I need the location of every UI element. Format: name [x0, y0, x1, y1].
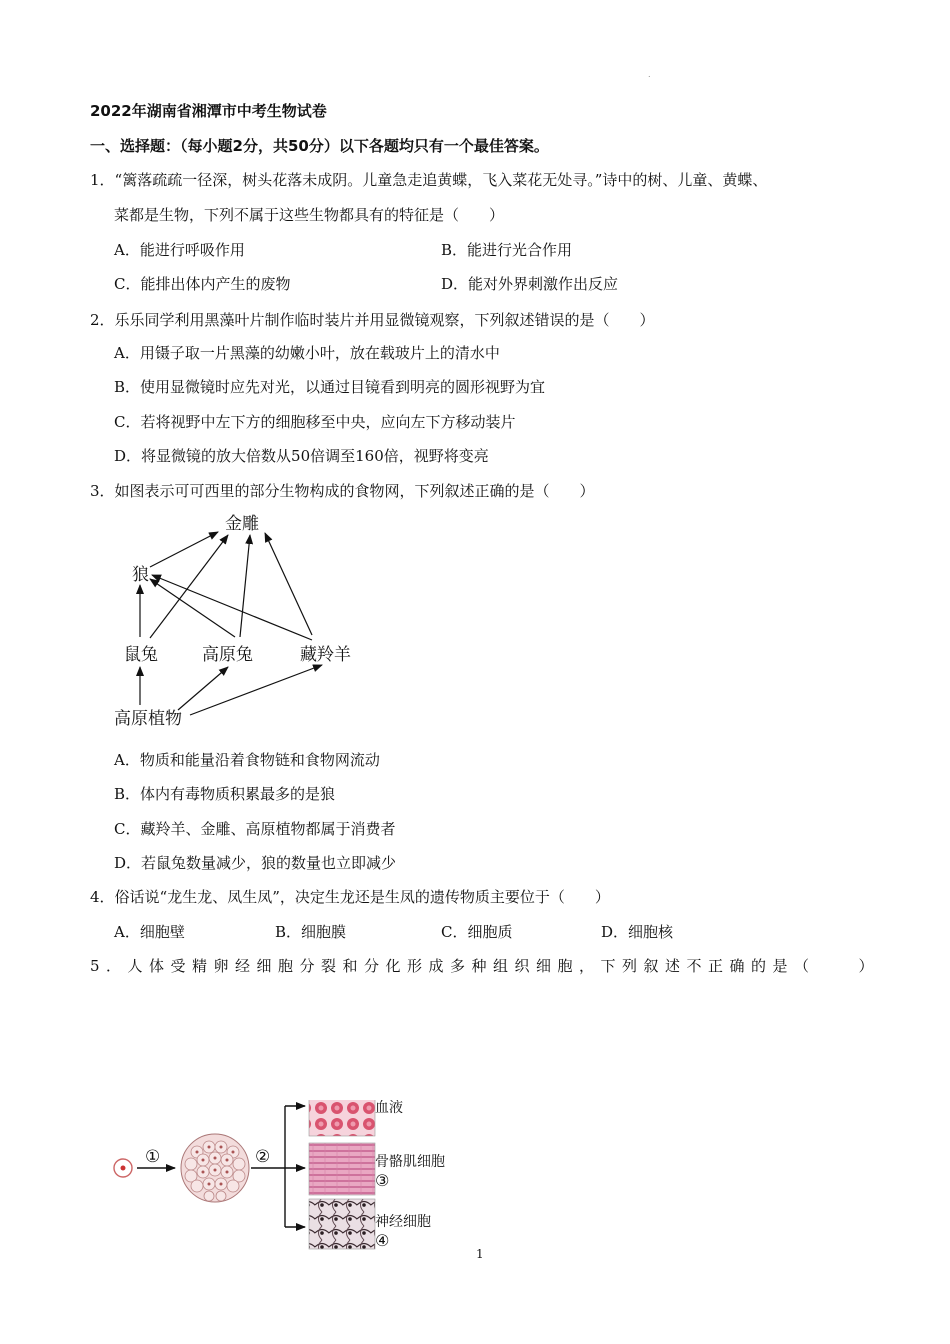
label-nerve-number: ④	[375, 1231, 390, 1250]
q5-stem: 5．人体受精卵经细胞分裂和分化形成多种组织细胞，下列叙述不正确的是（ ）	[90, 957, 881, 975]
q2-option-b: B．使用显微镜时应先对光，以通过目镜看到明亮的圆形视野为宜	[114, 378, 546, 396]
q1-stem-line2: 菜都是生物，下列不属于这些生物都具有的特征是（ ）	[114, 206, 505, 224]
q2-option-d: D．将显微镜的放大倍数从50倍调至160倍，视野将变亮	[114, 447, 489, 465]
label-muscle: 骨骼肌细胞	[375, 1154, 445, 1170]
q1-option-b: B．能进行光合作用	[441, 241, 573, 259]
node-hare: 高原兔	[202, 645, 253, 665]
q1-option-d: D．能对外界刺激作出反应	[441, 275, 619, 293]
q2-option-c: C．若将视野中左下方的细胞移至中央，应向左下方移动装片	[114, 413, 516, 431]
zygote-icon	[114, 1159, 132, 1177]
muscle-cells-image	[309, 1143, 375, 1195]
arrow-antelope-to-wolf	[152, 575, 312, 640]
arrow-hare-to-eagle	[240, 535, 250, 637]
q4-option-c: C．细胞质	[441, 923, 513, 941]
q1-option-a: A．能进行呼吸作用	[114, 241, 245, 259]
label-step-2: ②	[255, 1147, 271, 1167]
document-title: 2022年湖南省湘潭市中考生物试卷	[90, 102, 327, 120]
label-nerve: 神经细胞	[375, 1214, 431, 1230]
q4-option-b: B．细胞膜	[275, 923, 347, 941]
arrow-hare-to-wolf	[150, 579, 235, 637]
label-muscle-number: ③	[375, 1171, 390, 1190]
q4-option-d: D．细胞核	[601, 923, 674, 941]
q3-option-d: D．若鼠兔数量减少，狼的数量也立即减少	[114, 854, 397, 872]
q3-option-c: C．藏羚羊、金雕、高原植物都属于消费者	[114, 820, 396, 838]
nerve-cells-image	[309, 1199, 375, 1249]
food-web-diagram	[100, 505, 380, 735]
blood-cells-image	[309, 1100, 375, 1136]
q1-option-c: C．能排出体内产生的废物	[114, 275, 291, 293]
node-antelope: 藏羚羊	[300, 645, 351, 665]
cell-cluster-icon	[181, 1134, 249, 1202]
label-step-1: ①	[145, 1147, 161, 1167]
q4-option-a: A．细胞壁	[114, 923, 185, 941]
label-blood: 血液	[375, 1100, 403, 1116]
arrow-antelope-to-eagle	[265, 533, 312, 635]
page-number: 1	[476, 1247, 484, 1261]
node-wolf: 狼	[132, 565, 149, 585]
cell-differentiation-diagram	[105, 1100, 465, 1260]
q4-stem: 4．俗话说“龙生龙、凤生凤”，决定生龙还是生凤的遗传物质主要位于（ ）	[90, 888, 610, 906]
q3-stem: 3．如图表示可可西里的部分生物构成的食物网，下列叙述正确的是（ ）	[90, 482, 595, 500]
node-plant: 高原植物	[114, 709, 182, 729]
q2-stem: 2．乐乐同学利用黑藻叶片制作临时装片并用显微镜观察，下列叙述错误的是（ ）	[90, 311, 655, 329]
node-pika: 鼠兔	[124, 645, 158, 665]
q1-stem-line1: 1．“篱落疏疏一径深，树头花落未成阴。儿童急走追黄蝶，飞入菜花无处寻。”诗中的树、儿童、黄蝶、	[90, 171, 768, 189]
q3-option-b: B．体内有毒物质积累最多的是狼	[114, 785, 336, 803]
q3-option-a: A．物质和能量沿着食物链和食物网流动	[114, 751, 380, 769]
arrow-plant-to-antelope	[190, 665, 322, 715]
header-dot: .	[648, 70, 651, 79]
q2-option-a: A．用镊子取一片黑藻的幼嫩小叶，放在载玻片上的清水中	[114, 344, 500, 362]
section-heading: 一、选择题：（每小题2分，共50分）以下各题均只有一个最佳答案。	[90, 137, 549, 155]
node-eagle: 金雕	[225, 514, 259, 534]
